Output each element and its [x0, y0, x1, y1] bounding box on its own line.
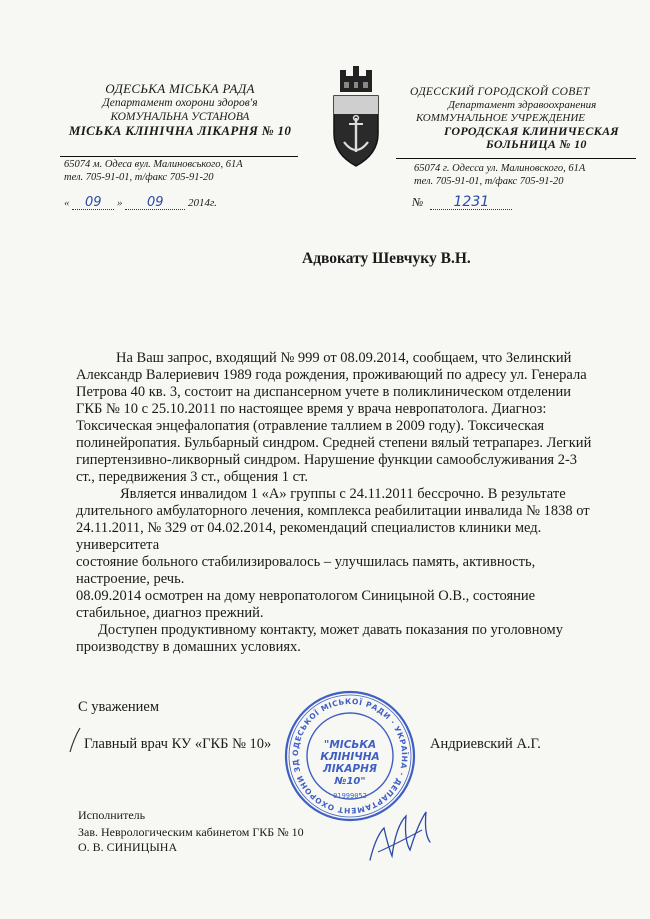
header-left-address-phone: тел. 705-91-01, т/факс 705-91-20 [64, 172, 214, 183]
body-line: длительного амбулаторного лечения, комплекса реабилитации инвалида № 1838 от [76, 503, 590, 519]
body-line: 08.09.2014 осмотрен на дому невропатологом Синицыной О.В., состояние [76, 588, 536, 604]
body-line: состояние больного стабилизировалось – улучшилась память, активность, [76, 554, 536, 570]
header-right-address-street: 65074 г. Одесса ул. Малиновского, 61А [414, 163, 586, 174]
body-line: Токсическая энцефалопатия (отравление таллием в 2009 году). Токсическая [76, 418, 545, 434]
signature-tick [64, 726, 84, 754]
header-right-address [414, 162, 585, 188]
date-open-quote: « [64, 197, 70, 209]
stamp-center-line4: №10" [334, 776, 366, 787]
body-line: стабильное, диагноз прежний. [76, 605, 264, 621]
body-line: Александр Валериевич 1989 года рождения, проживающий по адресу ул. Генерала [76, 367, 587, 383]
signatory-name: Андриевский А.Г. [430, 736, 541, 752]
stamp-center-line2: КЛІНІЧНА [320, 751, 380, 763]
body-line: настроение, речь. [76, 571, 185, 587]
body-line: Является инвалидом 1 «А» группы с 24.11.2011 бессрочно. В результате [120, 486, 566, 502]
closing-regards: С уважением [78, 699, 160, 715]
header-right-council: ОДЕССКИЙ ГОРОДСКОЙ СОВЕТ [410, 86, 590, 98]
signature-icon [366, 806, 436, 864]
header-right-hospital-line1: ГОРОДСКАЯ КЛИНИЧЕСКАЯ [444, 124, 619, 138]
header-left-hospital: МІСЬКА КЛІНІЧНА ЛІКАРНЯ № 10 [68, 123, 292, 138]
stamp-center-line1: "МІСЬКА [323, 739, 377, 751]
stamp-seal-icon [282, 688, 418, 824]
header-right [410, 86, 630, 151]
header-left-council: ОДЕСЬКА МІСЬКА РАДА [105, 81, 255, 96]
addressee: Адвокату Шевчуку В.Н. [302, 250, 471, 267]
body-line: производству в домашних условиях. [76, 639, 301, 655]
header-right-department: Департамент здравоохранения [448, 99, 597, 111]
signatory-position: Главный врач КУ «ГКБ № 10» [84, 736, 272, 752]
body-line: Доступен продуктивному контакту, может давать показания по уголовному [98, 622, 563, 638]
header-left-address-street: 65074 м. Одеса вул. Малиновського, 61А [64, 159, 243, 170]
header-left-address [64, 158, 243, 184]
date-day: 09 [72, 196, 114, 210]
handwritten-signature [366, 806, 436, 864]
body-line: гипертензивно-ликворный синдром. Нарушение функции самообслуживания 2-3 [76, 452, 578, 468]
letter-date [64, 196, 217, 210]
number-value: 1231 [430, 196, 512, 210]
header-left-type: КОМУНАЛЬНА УСТАНОВА [110, 111, 250, 123]
official-stamp [282, 688, 418, 824]
date-mid-quote: » [117, 197, 123, 209]
header-left-rule [60, 156, 298, 157]
header-right-address-phone: тел. 705-91-01, т/факс 705-91-20 [414, 176, 564, 187]
date-month: 09 [125, 196, 185, 210]
header-right-rule [396, 158, 636, 159]
body-line: университета [76, 537, 160, 553]
body-line: 24.11.2011, № 329 от 04.02.2014, рекомендаций специалистов клиники мед. [76, 520, 542, 536]
date-year: 2014г. [188, 197, 217, 209]
stamp-code: 01999052 [333, 792, 367, 800]
header-left-department: Департамент охорони здоров'я [102, 97, 258, 109]
body-line: Петрова 40 кв. 3, состоит на диспансерном учете в поликлиническом отделении [76, 384, 571, 400]
letter-body [76, 350, 636, 656]
executor-label: Исполнитель [78, 808, 146, 822]
odesa-coat-of-arms [326, 62, 386, 172]
body-line: На Ваш запрос, входящий № 999 от 08.09.2014, сообщаем, что Зелинский [116, 350, 572, 366]
number-label: № [412, 195, 424, 209]
body-line: ГКБ № 10 с 25.10.2011 по настоящее время у врача невропатолога. Диагноз: [76, 401, 547, 417]
header-right-hospital-line2: БОЛЬНИЦА № 10 [486, 137, 587, 151]
stamp-center-line3: ЛІКАРНЯ [323, 763, 377, 775]
executor-block [78, 808, 304, 854]
outgoing-number [412, 196, 512, 210]
executor-position: Зав. Неврологическим кабинетом ГКБ № 10 [78, 825, 304, 839]
header-left [60, 82, 300, 138]
header-right-type: КОММУНАЛЬНОЕ УЧРЕЖДЕНИЕ [416, 112, 586, 124]
coat-of-arms-icon [326, 62, 386, 172]
stamp-ring-text: ОДЕСЬКОЇ МІСЬКОЇ РАДИ · УКРАЇНА · ДЕПАРТАМЕНТ ОХОРОНИ ЗД [290, 696, 410, 816]
body-line: полинейропатия. Бульбарный синдром. Средней степени вялый тетрапарез. Легкий [76, 435, 592, 451]
body-line: ст., передвижения 3 ст., общения 1 ст. [76, 469, 308, 485]
executor-name: О. В. СИНИЦЫНА [78, 840, 178, 854]
